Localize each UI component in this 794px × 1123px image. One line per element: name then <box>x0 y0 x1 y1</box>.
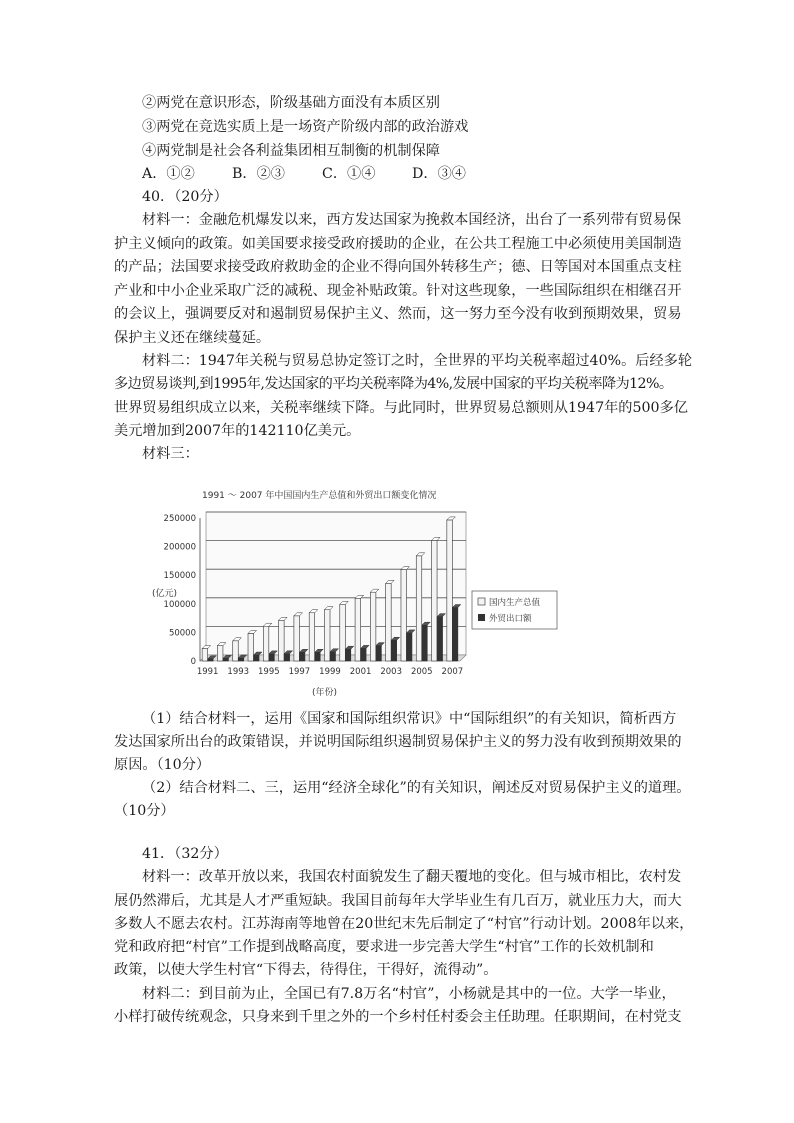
bar-gdp <box>386 583 392 661</box>
x-tick-label: 1999 <box>319 667 341 677</box>
bar-gdp <box>279 620 285 661</box>
x-tick-label: 1991 <box>196 667 219 677</box>
q40-material1-line: 护主义倾向的政策。如美国要求接受政府援助的企业，在公共工程施工中必须使用美国制造 <box>114 236 682 252</box>
bar-export <box>238 658 244 661</box>
bar-export <box>269 654 275 661</box>
bar-export <box>361 648 367 661</box>
bar-gdp <box>401 570 407 661</box>
x-tick-label: 1995 <box>258 667 280 677</box>
bar-gdp <box>202 649 208 661</box>
bar-gdp <box>309 613 315 661</box>
bar-export <box>299 652 305 661</box>
legend-swatch-export <box>478 614 485 621</box>
bar-gdp <box>294 616 300 661</box>
legend-swatch-gdp <box>478 598 485 605</box>
legend-label-export: 外贸出口额 <box>489 614 532 624</box>
bar-gdp <box>248 633 254 661</box>
bar-export <box>330 652 336 661</box>
bar-gdp <box>447 520 453 661</box>
bar-export <box>223 658 229 661</box>
q40-material2-line: 材料二：1947年关税与贸易总协定签订之时，全世界的平均关税率超过40%。后经多轮 <box>142 353 693 369</box>
q40-q1-line: （1）结合材料一，运用《国家和国际组织常识》中“国际组织”的有关知识，简析西方 <box>142 711 677 727</box>
q40-header: 40．（20分） <box>142 189 228 205</box>
bar-gdp <box>432 540 438 661</box>
q40-material1-line: 保护主义还在继续蔓延。 <box>114 330 271 346</box>
gdp-export-chart <box>150 478 565 703</box>
q41-material1-line: 展仍然滞后，尤其是人才严重短缺。我国目前每年大学毕业生有几百万，就业压力大，而大 <box>114 893 682 909</box>
bar-export <box>437 617 443 661</box>
bar-gdp <box>263 626 269 661</box>
legend-label-gdp: 国内生产总值 <box>489 598 541 608</box>
y-tick-label: 0 <box>190 657 196 667</box>
q39-option-3: ③两党在竞选实质上是一场资产阶级内部的政治游戏 <box>142 119 469 135</box>
x-tick-label: 2007 <box>441 667 464 677</box>
bar-export <box>376 646 382 661</box>
bar-export <box>452 608 458 661</box>
q41-header: 41．（32分） <box>142 846 228 862</box>
q40-q2-line: （2）结合材料二、三，运用“经济全球化”的有关知识，阐述反对贸易保护主义的道理。 <box>142 780 691 796</box>
bar-gdp <box>355 598 361 661</box>
q39-option-4: ④两党制是社会各利益集团相互制衡的机制保障 <box>142 143 440 159</box>
bar-export <box>391 640 397 661</box>
q41-material1-line: 政策，以使大学生村官“下得去，待得住，干得好，流得动”。 <box>114 962 498 978</box>
bar-export <box>406 633 412 661</box>
x-tick-label: 2003 <box>380 667 402 677</box>
chart-xlabel: (年份) <box>312 688 338 698</box>
x-tick-label: 1993 <box>227 667 250 677</box>
bar-gdp <box>370 592 376 661</box>
q40-material1-line: 的会议上，强调要反对和遏制贸易保护主义、然而，这一努力至今没有收到预期效果，贸易 <box>114 306 682 322</box>
bar-export <box>422 625 428 661</box>
q41-material1-line: 材料一：改革开放以来，我国农村面貌发生了翻天覆地的变化。但与城市相比，农村发 <box>142 869 682 885</box>
q40-material3-label: 材料三： <box>142 446 199 462</box>
chart-svg <box>150 478 565 703</box>
q39-answer-d: D．③④ <box>412 166 466 182</box>
bar-gdp <box>233 641 239 661</box>
bar-export <box>208 659 214 661</box>
q41-material1-line: 多数人不愿去农村。江苏海南等地曾在20世纪末先后制定了“村官”行动计划。2008年以来， <box>114 916 694 932</box>
chart-ylabel: (亿元) <box>152 589 178 599</box>
bar-export <box>315 652 321 661</box>
q41-material2-line: 材料二：到目前为止，全国已有7.8万名“村官”，小杨就是其中的一位。大学一毕业， <box>142 986 676 1002</box>
bar-export <box>345 649 351 661</box>
x-tick-label: 2001 <box>349 667 372 677</box>
q40-material1-line: 材料一：金融危机爆发以来，西方发达国家为挽救本国经济，出台了一系列带有贸易保 <box>142 212 682 228</box>
x-tick-label: 1997 <box>288 667 311 677</box>
bar-gdp <box>324 610 330 661</box>
q41-material1-line: 党和政府把“村官”工作提到战略高度，要求进一步完善大学生“村官”工作的长效机制和 <box>114 939 654 955</box>
q40-material1-line: 的产品；法国要求接受政府救助金的企业不得向国外转移生产；德、日等国对本国重点支柱 <box>114 259 682 275</box>
q39-answer-c: C．①④ <box>322 166 376 182</box>
bar-export <box>284 654 290 661</box>
q40-q1-line: 发达国家所出台的政策错误，并说明国际组织遏制贸易保护主义的努力没有收到预期效果的 <box>114 734 682 750</box>
chart-legend <box>472 591 557 629</box>
y-tick-label: 200000 <box>163 542 196 553</box>
bar-export <box>254 655 260 661</box>
y-tick-label: 100000 <box>163 599 196 610</box>
q41-material2-line: 小样打破传统观念，只身来到千里之外的一个乡村任村委会主任助理。任职期间，在村党支 <box>114 1009 682 1025</box>
bar-gdp <box>217 646 223 661</box>
q40-material2-line: 世界贸易组织成立以来，关税率继续下降。与此同时，世界贸易总额则从1947年的500多亿 <box>114 400 688 416</box>
y-tick-label: 150000 <box>163 571 196 582</box>
chart-title: 1991 ～ 2007 年中国国内生产总值和外贸出口额变化情况 <box>202 491 437 501</box>
q40-material2-line: 美元增加到2007年的142110亿美元。 <box>114 423 361 439</box>
x-tick-label: 2005 <box>410 667 433 677</box>
q40-q1-line: 原因。（10分） <box>114 757 211 773</box>
q40-material1-line: 产业和中小企业采取广泛的减税、现金补贴政策。针对这些现象，一些国际组织在相继召开 <box>114 283 682 299</box>
y-tick-label: 50000 <box>168 628 196 639</box>
bar-gdp <box>416 556 422 661</box>
q40-q2-line: （10分） <box>114 803 175 819</box>
q39-answer-a: A．①② <box>142 166 195 182</box>
y-tick-label: 250000 <box>163 514 196 524</box>
q39-option-2: ②两党在意识形态，阶级基础方面没有本质区别 <box>142 95 440 111</box>
bar-gdp <box>340 604 346 661</box>
q40-material2-line: 多边贸易谈判,到1995年,发达国家的平均关税率降为4%,发展中国家的平均关税率降为12%。 <box>114 376 673 392</box>
q39-answer-b: B．②③ <box>232 166 285 182</box>
